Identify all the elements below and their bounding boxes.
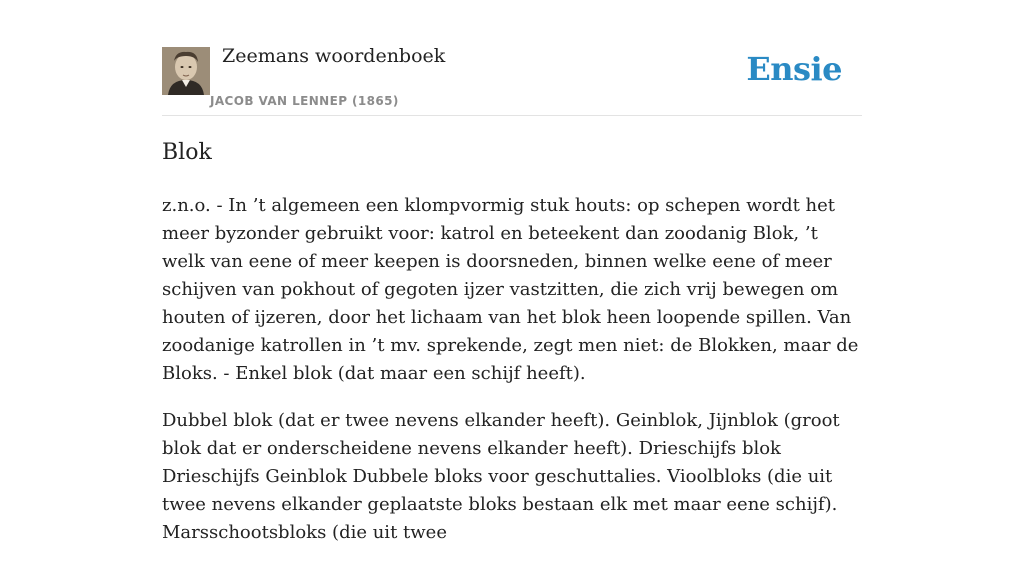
dictionary-header xyxy=(162,0,862,116)
entry-paragraph: z.n.o. - In ’t algemeen een klompvormig stuk houts: op schepen wordt het meer byzonder gebruikt voor: katrol en beteekent dan zoodanig Blok, ’t welk van eene of meer keepen is doorsneden, binnen welke eene of meer schijven van pokhout of gegoten ijzer vastzitten, die zich vrij bewegen om houten of ijzeren, door het lichaam van het blok heen loopende spillen. Van zoodanige katrollen in ’t mv. sprekende, zegt men niet: de Blokken, maar de Bloks. - Enkel blok (dat maar een schijf heeft). xyxy=(162,195,859,384)
dictionary-author: JACOB VAN LENNEP (1865) xyxy=(210,94,399,108)
dictionary-title[interactable]: Zeemans woordenboek xyxy=(222,45,446,67)
ensie-logo-link[interactable]: Ensie xyxy=(746,50,842,88)
entry-title: Blok xyxy=(162,140,212,165)
page-container xyxy=(162,0,862,543)
entry-paragraph: Dubbel blok (dat er twee nevens elkander heeft). Geinblok, Jijnblok (groot blok dat er onderscheidene nevens elkander heeft). Drieschijfs blok Drieschijfs Geinblok Dubbele bloks voor geschuttalies. Vioolbloks (die uit twee nevens elkander geplaatste bloks bestaan elk met maar eene schijf). Marsschootsbloks (die uit twee xyxy=(162,410,840,543)
entry-body xyxy=(162,192,862,566)
author-portrait-avatar[interactable] xyxy=(162,47,210,95)
portrait-icon xyxy=(162,47,210,95)
